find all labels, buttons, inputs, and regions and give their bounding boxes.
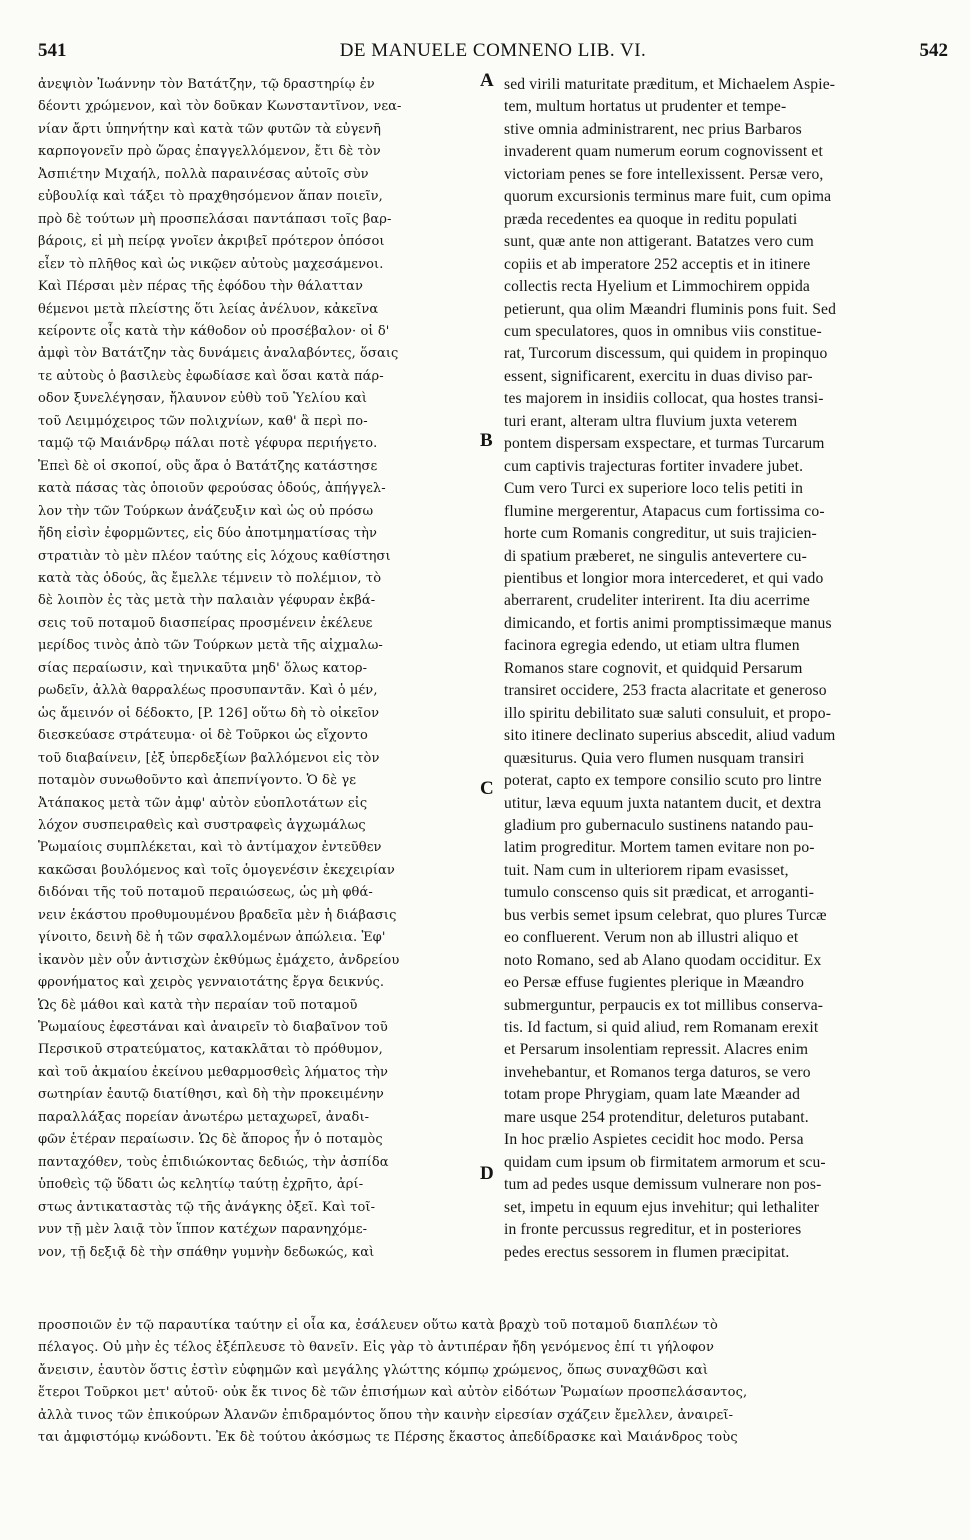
latin-text-line: In hoc prælio Aspietes cecidit hoc modo. Persa bbox=[504, 1131, 804, 1149]
page-number-left: 541 bbox=[38, 40, 67, 61]
latin-text-column bbox=[504, 74, 949, 1264]
greek-text-line: βάροις, εἰ μὴ πείρᾳ γνοῖεν ἀκριβεῖ πρότερον ὁπόσοι bbox=[38, 234, 385, 250]
greek-text-line: τοῦ διαβαίνειν, [ἐξ ὑπερδεξίων βαλλόμενοι εἰς τὸν bbox=[38, 750, 380, 766]
greek-text-line: φρονήματος καὶ χειρὸς γενναιοτάτης ἔργα δεικνύς. bbox=[38, 975, 385, 991]
greek-text-line: νον, τῇ δεξιᾷ δὲ τὴν σπάθην γυμνὴν δεδωκώς, καὶ bbox=[38, 1244, 375, 1260]
greek-text-line: ὡς ἄμεινόν οἱ δέδοκτο, [P. 126] οὕτω δὴ τὸ οἰκεῖον bbox=[38, 705, 380, 721]
running-title: DE MANUELE COMNENO LIB. VI. bbox=[339, 40, 647, 61]
greek-text-line: νίαν ἄρτι ὑπηνήτην καὶ κατὰ τῶν φυτῶν τὰ εὐγενῆ bbox=[38, 121, 382, 137]
latin-text-line: pedes erectus sessorem in flumen præcipitat. bbox=[504, 1243, 790, 1261]
greek-text-line: ἀμφὶ τὸν Βατάτζην τὰς δυνάμεις ἀναλαβόντες, ὅσαις bbox=[38, 346, 399, 362]
footer-greek-text-line: προσποιῶν ἐν τῷ παραυτίκα ταύτην εἰ οἷα κα, ἐσάλευεν οὕτω κατὰ βραχὺ τοῦ ποταμοῦ διαπλέων τὸ bbox=[38, 1318, 718, 1333]
latin-text-line: noto Romano, sed ab Alano quodam occiditur. Ex bbox=[504, 951, 822, 969]
greek-text-line: δέοντι χρώμενον, καὶ τὸν δοῦκαν Κωνσταντῖνον, νεα- bbox=[38, 99, 402, 115]
latin-text-line: invehebantur, et Romanos terga daturos, se vero bbox=[504, 1063, 811, 1081]
latin-text-line: stive omnia administrarent, nec prius Barbaros bbox=[504, 120, 802, 138]
latin-text-line: in fronte percussus regreditur, et in posteriores bbox=[504, 1221, 802, 1239]
greek-text-line: στρατιὰν τὸ μὲν πλέον ταύτης εἰς λόχους καθίστησι bbox=[38, 548, 391, 564]
latin-text-line: collectis recta Hyelium et Limmochirem oppida bbox=[504, 278, 810, 296]
latin-text-line: copiis et ab imperatore 252 acceptis et in itinere bbox=[504, 255, 811, 273]
latin-text-line: set, impetu in equum ejus invehitur; qui lethaliter bbox=[504, 1198, 820, 1216]
greek-text-line: γίνοιτο, δεινὴ δὲ ἡ τῶν σφαλλομένων ἀπώλεια. Ἐφ' bbox=[38, 930, 386, 946]
greek-text-line: φῶν ἑτέραν περαίωσιν. Ὡς δὲ ἄπορος ἦν ὁ ποταμὸς bbox=[38, 1132, 383, 1148]
latin-text-line: aberrarent, crudeliter interirent. Ita diu acerrime bbox=[504, 592, 810, 610]
footer-greek-text-line: ται ἀμφιστόμῳ κνώδοντι. Ἐκ δὲ τούτου ἀκόσμως τε Πέρσης ἕκαστος ἀπεδίδρασκε καὶ Μαιάνδρος τοὺς bbox=[38, 1430, 738, 1446]
latin-text-line: quorum excursionis terminus mare fuit, cum opima bbox=[504, 188, 832, 206]
greek-text-line: τε αὐτοὺς ὁ βασιλεὺς ἐφωδίασε καὶ ὅσαι κατὰ πάρ- bbox=[38, 368, 384, 384]
greek-text-line: κατὰ πάσας τὰς ὁποιοῦν φερούσας ὁδούς, ἀπήγγελ- bbox=[38, 481, 386, 497]
latin-text-line: flumine mergerentur, Atapacus cum fortissima co- bbox=[504, 502, 825, 520]
latin-text-line: pientibus et longior mora intercederet, et qui vado bbox=[504, 569, 824, 587]
margin-marker-c: C bbox=[480, 778, 494, 799]
latin-text-line: submerguntur, perpaucis ex tot millibus conserva- bbox=[504, 996, 824, 1014]
latin-text-line: tuit. Nam cum in ulteriorem ripam evasisset, bbox=[504, 861, 789, 879]
greek-text-line: Ἀτάπακος μετὰ τῶν ἀμφ' αὐτὸν εὐοπλοτάτων εἰς bbox=[38, 795, 368, 811]
greek-text-line: οδον ξυνελέγησαν, ἤλαυνον εὐθὺ τοῦ Ὑελίου καὶ bbox=[38, 391, 368, 407]
latin-text-line: totam prope Phrygiam, quam late Mæander ad bbox=[504, 1086, 801, 1104]
latin-text-line: cum speculatores, quos in omnibus viis constitue- bbox=[504, 322, 822, 340]
latin-text-line: invaderent quam numerum eorum cognovissent et bbox=[504, 143, 823, 161]
latin-text-line: petierunt, qua olim Mæandri fluminis pons fuit. Sed bbox=[504, 300, 837, 318]
latin-text-line: gladium pro gubernaculo sustinens natando pau- bbox=[504, 816, 814, 834]
latin-text-line: præda recedentes ea quoque in reditu populati bbox=[504, 210, 798, 228]
full-width-greek-text bbox=[38, 1315, 949, 1450]
greek-text-line: σεις τοῦ ποταμοῦ διασπείρας προσμένειν ἐκέλευε bbox=[38, 615, 373, 631]
margin-marker-d: D bbox=[480, 1163, 494, 1184]
greek-text-line: νυν τῇ μὲν λαιᾷ τὸν ἵππον κατέχων παρανηχόμε- bbox=[38, 1222, 368, 1238]
greek-text-line: Ὡς δὲ μάθοι καὶ κατὰ τὴν περαίαν τοῦ ποταμοῦ bbox=[38, 997, 358, 1013]
greek-text-line: σωτηρίαν ἑαυτῷ διατίθησι, καὶ δὴ τὴν προκειμένην bbox=[38, 1087, 384, 1103]
greek-text-line: ρωδεῖν, ἀλλὰ θαρραλέως προσυπαντᾶν. Καὶ ὁ μέν, bbox=[38, 683, 378, 699]
latin-text-line: mare usque 254 protenditur, deleturos putabant. bbox=[504, 1108, 809, 1126]
footer-greek-text-line: ἀλλὰ τινος τῶν ἐπικούρων Ἀλανῶν ἐπιδραμόντος ὅπου τὴν καινὴν εἰρεσίαν σχάζειν ἔμελλεν, ἀναιρεῖ- bbox=[38, 1407, 734, 1423]
greek-text-line: Καὶ Πέρσαι μὲν πέρας τῆς ἐφόδου τὴν θάλατταν bbox=[38, 279, 363, 295]
latin-text-line: rat, Turcorum discessum, qui quidem in propinquo bbox=[504, 345, 828, 363]
greek-text-line: Ἐπεὶ δὲ οἱ σκοποί, οὓς ἄρα ὁ Βατάτζης κατάστησε bbox=[38, 458, 378, 474]
footer-greek-text-line: πέλαγος. Οὐ μὴν ἐς τέλος ἐξέπλευσε τὸ θανεῖν. Εἰς γὰρ τὸ ἀντιπέραν ἤδη γενόμενος ἐπί τι γήλοφον bbox=[38, 1340, 715, 1356]
greek-text-line: στως ἀντικαταστὰς τῷ τῆς ἀνάγκης ὀξεῖ. Καὶ τοῖ- bbox=[38, 1199, 376, 1215]
greek-text-line: ἤδη εἰσὶν ἐφορμῶντες, εἰς δύο ἀποτμηματίσας τὴν bbox=[38, 526, 378, 542]
latin-text-line: quæsiturus. Quia vero flumen nusquam transiri bbox=[504, 749, 805, 767]
latin-text-line: eo Persæ effuse fugientes plerique in Mæandro bbox=[504, 974, 805, 992]
latin-text-line: Romanos stare cognovit, et quidquid Persarum bbox=[504, 659, 803, 677]
greek-text-line: πανταχόθεν, τοὺς ἐπιδιώκοντας δεδιώς, τὴν ἀσπίδα bbox=[38, 1154, 389, 1170]
greek-text-line: σίας περαίωσιν, καὶ τηνικαῦτα μηδ' ὅλως κατορ- bbox=[38, 660, 368, 676]
greek-text-line: Ἀσπιέτην Μιχαήλ, πολλὰ παραινέσας αὐτοῖς σὺν bbox=[38, 166, 369, 182]
latin-text-line: tumulo conscenso quis sit prædicat, et arroganti- bbox=[504, 884, 815, 902]
greek-text-column bbox=[38, 74, 490, 1264]
latin-text-line: tes majorem in insidiis collocat, qua hostes transi- bbox=[504, 390, 824, 408]
latin-text-line: cum captivis trajecturas fortiter invadere jubet. bbox=[504, 457, 804, 475]
greek-text-line: καὶ τοῦ ἀκμαίου ἐκείνου μεθαρμοσθεὶς λήματος τὴν bbox=[38, 1064, 388, 1080]
latin-text-line: illo spiritu debilitato suæ saluti consuluit, et propo- bbox=[504, 704, 832, 722]
page-header bbox=[38, 40, 948, 70]
latin-text-line: poterat, capto ex tempore consilio scuto pro lintre bbox=[504, 772, 822, 790]
greek-text-line: πρὸ δὲ τούτων μὴ προσπελάσαι παντάπασι τοῖς βαρ- bbox=[38, 211, 392, 227]
greek-text-line: Ῥωμαίοις συμπλέκεται, καὶ τὸ ἀντίμαχον ἐντεῦθεν bbox=[38, 840, 382, 856]
greek-text-line: κείροντε οἷς κατὰ τὴν κάθοδον οὐ προσέβαλον· οἱ δ' bbox=[38, 323, 390, 339]
greek-text-line: παραλλάξας πορείαν ἀνωτέρω μεταχωρεῖ, ἀναδι- bbox=[38, 1109, 370, 1125]
greek-text-line: κακῶσαι βουλόμενος καὶ τοῖς ὁμογενέσιν ἐκεχειρίαν bbox=[38, 862, 395, 878]
page-number-right: 542 bbox=[919, 40, 948, 61]
greek-text-line: λον τὴν τῶν Τούρκων ἀνάζευξιν καὶ ὡς οὐ πρόσω bbox=[38, 503, 374, 519]
margin-marker-a: A bbox=[480, 70, 494, 91]
latin-text-line: eo confluerent. Verum non ab illustri aliquo et bbox=[504, 929, 799, 947]
greek-text-line: ταμῷ τῷ Μαιάνδρῳ πάλαι ποτὲ γέφυρα περιήγετο. bbox=[38, 436, 378, 452]
latin-text-line: dimicando, et fortis animi promptissimæque manus bbox=[504, 614, 832, 632]
latin-text-line: pontem dispersam exspectare, et turmas Turcarum bbox=[504, 435, 825, 453]
latin-text-line: turi erant, alteram ultra fluvium juxta veterem bbox=[504, 412, 798, 430]
latin-text-line: tis. Id factum, si quid aliud, rem Romanam erexit bbox=[504, 1019, 819, 1037]
latin-text-line: victoriam penes se fore intellexissent. Persæ vero, bbox=[504, 165, 824, 183]
greek-text-line: εὐβουλίᾳ καὶ τάξει τὸ πραχθησόμενον ἅπαν ποιεῖν, bbox=[38, 189, 383, 205]
latin-text-line: tum ad pedes usque demissum vulnerare non pos- bbox=[504, 1176, 822, 1194]
greek-text-line: κατὰ τὰς ὁδούς, ἃς ἔμελλε τέμνειν τὸ πολέμιον, τὸ bbox=[38, 570, 382, 586]
margin-marker-b: B bbox=[480, 430, 493, 451]
latin-text-line: latim progreditur. Mortem tamen evitare non po- bbox=[504, 839, 815, 857]
greek-text-line: ἱκανὸν μὲν οὖν ἀντισχὼν ἐκθύμως ἐμάχετο, ἀνδρείου bbox=[38, 952, 400, 968]
greek-text-line: μερίδος τινὸς ἀπὸ τῶν Τούρκων μετὰ τῆς αἰχμαλω- bbox=[38, 638, 383, 654]
latin-text-line: essent, significarent, exercitu in duas diviso par- bbox=[504, 367, 813, 385]
greek-text-line: Περσικοῦ στρατεύματος, κατακλᾶται τὸ πρόθυμον, bbox=[38, 1042, 383, 1058]
greek-text-line: καρπογονεῖν πρὸ ὥρας ἐπαγγελλόμενον, ἔτι δὲ τὸν bbox=[38, 144, 381, 160]
latin-text-line: quidam cum ipsum ob firmitatem armorum et scu- bbox=[504, 1153, 826, 1171]
latin-text-line: bus verbis semet ipsum celebrat, quo plures Turcæ bbox=[504, 906, 827, 924]
greek-text-line: ὑποθεὶς τῷ ὕδατι ὡς κελητίῳ ταύτῃ ἐχρῆτο, ἀρί- bbox=[38, 1177, 364, 1193]
latin-text-line: di spatium præberet, ne singulis antevertere cu- bbox=[504, 547, 807, 565]
greek-text-line: ποταμὸν συνωθοῦντο καὶ ἀπεπνίγοντο. Ὁ δὲ γε bbox=[38, 773, 357, 789]
latin-text-line: horte cum Romanis congreditur, ut suis trajicien- bbox=[504, 525, 817, 543]
latin-text-line: sito itinere declinato superius abscedit, aliud vadum bbox=[504, 727, 836, 745]
latin-text-line: sunt, quæ ante non attigerant. Batatzes vero cum bbox=[504, 233, 814, 251]
greek-text-line: λόχον συσπειραθεὶς καὶ συστραφεὶς ἀγχωμάλως bbox=[38, 817, 366, 833]
greek-text-line: νειν ἑκάστου προθυμουμένου βραδεῖα μὲν ἡ διάβασις bbox=[38, 907, 397, 923]
latin-text-line: transiret occidere, 253 fracta alacritate et generoso bbox=[504, 682, 827, 700]
greek-text-line: εἶεν τὸ πλῆθος καὶ ὡς νικῷεν αὐτοὺς μαχεσάμενοι. bbox=[38, 256, 384, 272]
latin-text-line: Cum vero Turci ex superiore loco telis petiti in bbox=[504, 480, 804, 498]
latin-text-line: et Persarum insolentiam repressit. Alacres enim bbox=[504, 1041, 809, 1059]
latin-text-line: facinora egregia edendo, ut etiam ultra flumen bbox=[504, 637, 800, 655]
footer-greek-text-line: ἕτεροι Τοῦρκοι μετ' αὐτοῦ· οὐκ ἔκ τινος δὲ τῶν ἐπισήμων καὶ αὐτὸν εἰδότων Ῥωμαίων προσπελάσαντος, bbox=[38, 1385, 748, 1401]
greek-text-line: διεσκεύασε στράτευμα· οἱ δὲ Τοῦρκοι ὡς εἴχοντο bbox=[38, 728, 368, 744]
latin-text-line: tem, multum hortatus ut prudenter et tempe- bbox=[504, 98, 787, 116]
greek-text-line: τοῦ Λειμμόχειρος τῶν πολιχνίων, καθ' ἃ περὶ πο- bbox=[38, 413, 368, 429]
greek-text-line: διδόναι τῆς τοῦ ποταμοῦ περαιώσεως, ὡς μὴ φθά- bbox=[38, 885, 373, 901]
latin-text-line: sed virili maturitate præditum, et Michaelem Aspie- bbox=[504, 76, 836, 93]
greek-text-line: θέμενοι μετὰ πλείστης ὅτι λείας ἀνέλυον, κἀκεῖνα bbox=[38, 301, 379, 317]
greek-text-line: Ῥωμαίους ἐφεστάναι καὶ ἀναιρεῖν τὸ διαβαῖνον τοῦ bbox=[38, 1020, 388, 1036]
greek-text-line: δὲ λοιπὸν ἐς τὰς μετὰ τὴν παλαιὰν γέφυραν ἐκβά- bbox=[38, 593, 376, 609]
latin-text-line: utitur, læva equum juxta natantem ducit, et dextra bbox=[504, 794, 822, 812]
footer-greek-text-line: ἄνεισιν, ἑαυτὸν ὅστις ἐστὶν εὐφημῶν καὶ μεγάλης γλώττης κόμπῳ χρώμενος, ὅπως συναχθῶσι καὶ bbox=[38, 1362, 709, 1378]
greek-text-line: ἀνεψιὸν Ἰωάννην τὸν Βατάτζην, τῷ δραστηρίῳ ἐν bbox=[38, 77, 375, 92]
